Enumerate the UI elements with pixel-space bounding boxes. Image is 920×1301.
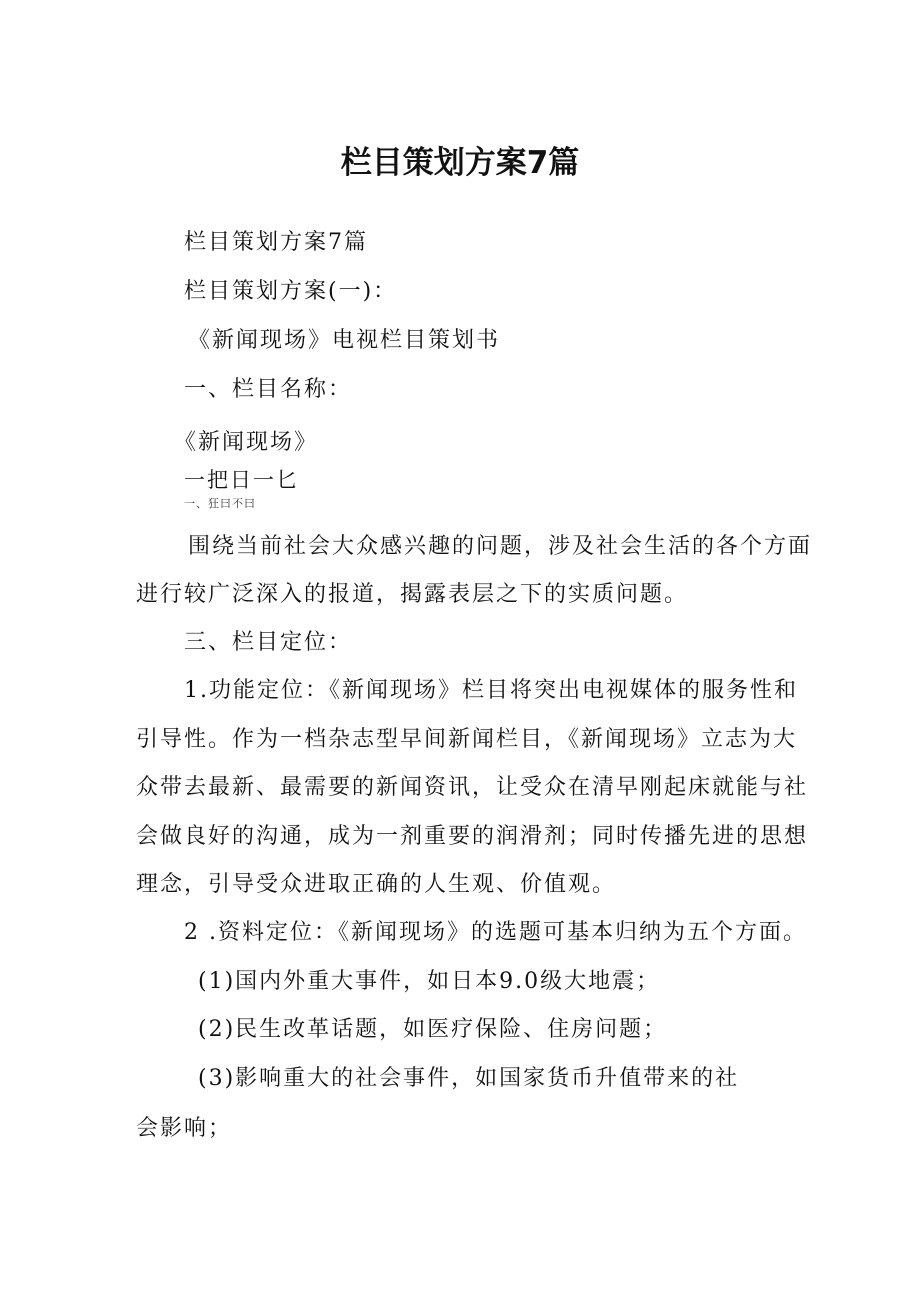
part2-paragraph-line1: 围绕当前社会大众感兴趣的问题，涉及社会生活的各个方面 xyxy=(188,534,813,559)
function-paragraph-line5: 理念，引导受众进取正确的人生观、价值观。 xyxy=(136,872,617,897)
part3-heading: 三、栏目定位： xyxy=(184,630,353,655)
part1-value: 《新闻现场》 xyxy=(174,430,319,455)
function-paragraph-line4: 会做良好的沟通，成为一剂重要的润滑剂；同时传播先进的思想 xyxy=(136,824,809,849)
function-paragraph-line3: 众带去最新、最需要的新闻资讯，让受众在清早刚起床就能与社 xyxy=(136,775,809,800)
section-one-heading: 栏目策划方案(一)： xyxy=(184,279,398,304)
function-paragraph-line1: 1.功能定位：《新闻现场》栏目将突出电视媒体的服务性和 xyxy=(184,678,798,703)
content-positioning-line: 2 .资料定位：《新闻现场》的选题可基本归纳为五个方面。 xyxy=(184,920,807,945)
part1-heading: 一、栏目名称： xyxy=(184,377,353,402)
book-title: 《新闻现场》电视栏目策划书 xyxy=(188,328,501,353)
list-item-3-line1: (3)影响重大的社会事件，如国家货币升值带来的社 xyxy=(198,1066,740,1091)
function-paragraph-line2: 引导性。作为一档杂志型早间新闻栏目，《新闻现场》立志为大 xyxy=(136,727,798,752)
list-item-2: (2)民生改革话题，如医疗保险、住房问题； xyxy=(198,1017,668,1042)
list-item-3-line2: 会影响； xyxy=(136,1116,233,1141)
list-item-1: (1)国内外重大事件，如日本9.0级大地震； xyxy=(198,969,661,994)
subtitle: 栏目策划方案7篇 xyxy=(184,230,368,255)
garbled-heading: 一把日一匕 xyxy=(184,468,299,492)
page-title: 栏目策划方案7篇 xyxy=(340,145,580,181)
garbled-heading-subtext: 一、狂曰不曰 xyxy=(184,497,256,510)
part2-paragraph-line2: 进行较广泛深入的报道，揭露表层之下的实质问题。 xyxy=(136,582,689,607)
